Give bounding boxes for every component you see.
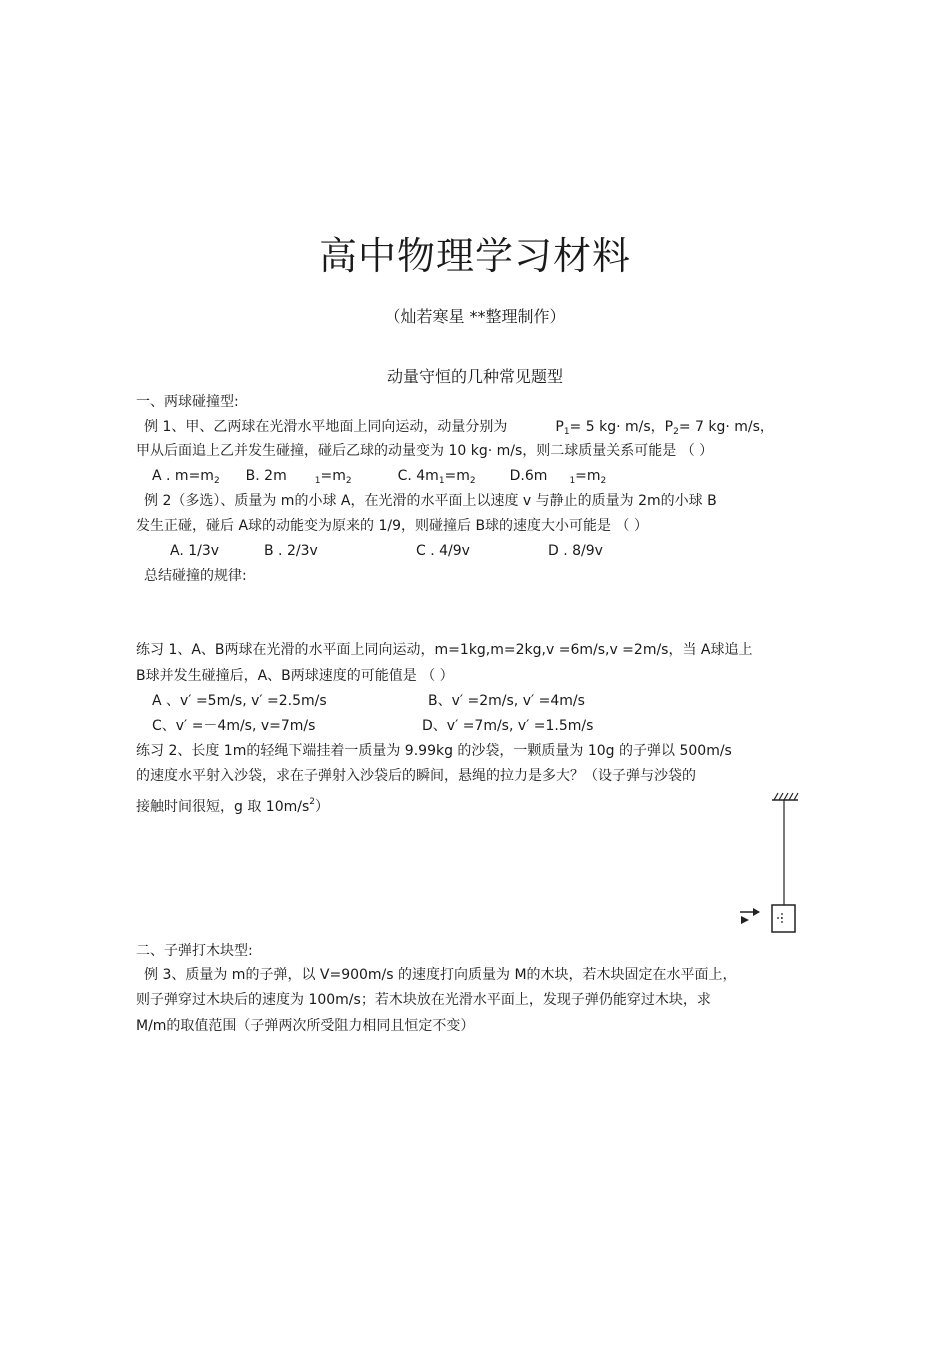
pendulum-figure: [735, 785, 805, 935]
option-b-rest: =m: [320, 468, 346, 484]
subscript: 1: [563, 427, 570, 437]
momentum-value: = 7 kg· m/s，: [678, 419, 774, 435]
closing-paren: ）: [314, 799, 329, 815]
page-subtitle: （灿若寒星 **整理制作）: [384, 307, 566, 326]
example-1-line-1: [144, 417, 774, 442]
example-3-line-1: 例 3、质量为 m的子弹，以 V=900m/s 的速度打向质量为 M的木块，若木块固定在水平面上，: [144, 967, 737, 983]
option-b: B. 2m: [245, 468, 287, 484]
summary-label: 总结碰撞的规律:: [144, 568, 247, 584]
practice-2-text: 接触时间很短，g 取 10m/s: [136, 799, 310, 815]
example-2-option-a: A. 1/3v: [170, 543, 220, 559]
section-heading-bullet-block: 二、子弹打木块型:: [136, 943, 253, 959]
momentum-value: = 5 kg· m/s，P: [569, 419, 674, 435]
practice-2-line-2: 的速度水平射入沙袋，求在子弹射入沙袋后的瞬间，悬绳的拉力是多大？（设子弹与沙袋的: [136, 768, 696, 784]
subscript: 1: [438, 476, 445, 486]
document-heading: 动量守恒的几种常见题型: [386, 367, 563, 386]
subscript: 2: [673, 427, 679, 437]
example-2-line-2: 发生正碰，碰后 A球的动能变为原来的 1/9，则碰撞后 B球的速度大小可能是 （ ）: [136, 518, 648, 534]
option-d: D.6m: [509, 468, 548, 484]
example-2-option-c: C . 4/9v: [416, 543, 470, 559]
subscript: 1: [314, 476, 321, 486]
example-2-line-1: 例 2（多选）、质量为 m的小球 A，在光滑的水平面上以速度 v 与静止的质量为 2m的小球 B: [144, 493, 717, 509]
subscript: 2: [345, 476, 352, 486]
practice-1-option-d: D、v′ =7m/s, v′ =1.5m/s: [422, 718, 594, 734]
bullet-icon: [740, 908, 760, 924]
example-3-line-3: M/m的取值范围（子弹两次所受阻力相同且恒定不变）: [136, 1018, 475, 1034]
subscript: 2: [600, 476, 607, 486]
option-c: C. 4m: [397, 468, 439, 484]
page-title: 高中物理学习材料: [318, 234, 631, 278]
practice-2-line-3: [136, 792, 329, 817]
option-d-rest: =m: [575, 468, 601, 484]
momentum-symbol: P: [555, 419, 564, 435]
option-c-rest: =m: [444, 468, 470, 484]
example-1-line-2: 甲从后面追上乙并发生碰撞，碰后乙球的动量变为 10 kg· m/s，则二球质量关系可能是 （ ）: [136, 443, 714, 459]
ceiling-hatch-icon: [772, 793, 798, 800]
example-1-text: 例 1、甲、乙两球在光滑水平地面上同向运动，动量分别为: [144, 419, 508, 435]
practice-1-line-2: B球并发生碰撞后，A、B两球速度的可能值是 （ ）: [136, 668, 454, 684]
subscript: 2: [469, 476, 476, 486]
section-heading-collision: 一、两球碰撞型:: [136, 394, 239, 410]
subscript: 2: [213, 476, 220, 486]
option-a: A . m=m: [152, 468, 214, 484]
example-3-line-2: 则子弹穿过木块后的速度为 100m/s；若木块放在光滑水平面上，发现子弹仍能穿过木块，求: [136, 992, 711, 1008]
sandbag-icon: [772, 905, 795, 932]
practice-1-option-c: C、v′ =－4m/s, v=7m/s: [152, 718, 316, 734]
practice-1-option-b: B、v′ =2m/s, v′ =4m/s: [428, 693, 585, 709]
practice-1-option-a: A 、v′ =5m/s, v′ =2.5m/s: [152, 693, 327, 709]
practice-2-line-1: 练习 2、长度 1m的轻绳下端挂着一质量为 9.99kg 的沙袋，一颗质量为 10g 的子弹以 500m/s: [136, 743, 732, 759]
example-2-option-d: D . 8/9v: [548, 543, 603, 559]
subscript: 1: [569, 476, 576, 486]
superscript: 2: [309, 797, 315, 807]
example-1-options: [152, 466, 606, 491]
example-2-option-b: B . 2/3v: [264, 543, 318, 559]
practice-1-line-1: 练习 1、A、B两球在光滑的水平面上同向运动，m=1kg,m=2kg,v =6m/s,v =2m/s，当 A球追上: [136, 642, 753, 658]
